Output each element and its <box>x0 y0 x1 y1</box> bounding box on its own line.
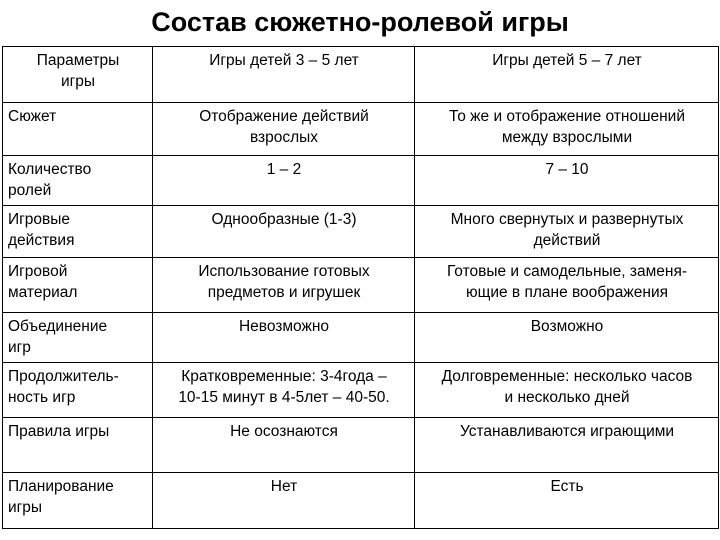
header-parameters: Параметры игры <box>3 47 153 103</box>
row-label: Объединение игр <box>3 313 153 363</box>
header-ages-5-7: Игры детей 5 – 7 лет <box>415 47 719 103</box>
row-label: Правила игры <box>3 418 153 473</box>
table-row <box>3 206 719 258</box>
table-row <box>3 473 719 529</box>
cell-ages-5-7: Долговременные: несколько часов и несколько дней <box>415 363 719 418</box>
row-label: Игровые действия <box>3 206 153 258</box>
cell-ages-3-5: 1 – 2 <box>153 156 415 206</box>
cell-ages-3-5: Невозможно <box>153 313 415 363</box>
table-header-row <box>3 47 719 103</box>
cell-ages-5-7: То же и отображение отношений между взрослыми <box>415 103 719 156</box>
cell-ages-3-5: Кратковременные: 3-4года – 10-15 минут в 4-5лет – 40-50. <box>153 363 415 418</box>
cell-ages-3-5: Использование готовых предметов и игрушек <box>153 258 415 313</box>
cell-ages-5-7: Возможно <box>415 313 719 363</box>
table-row <box>3 103 719 156</box>
table-row <box>3 418 719 473</box>
row-label: Сюжет <box>3 103 153 156</box>
row-label: Игровой материал <box>3 258 153 313</box>
table-row <box>3 156 719 206</box>
cell-ages-5-7: Устанавливаются играющими <box>415 418 719 473</box>
table-row <box>3 363 719 418</box>
cell-ages-3-5: Однообразные (1-3) <box>153 206 415 258</box>
cell-ages-5-7: Есть <box>415 473 719 529</box>
cell-ages-3-5: Нет <box>153 473 415 529</box>
table-row <box>3 313 719 363</box>
cell-ages-5-7: Много свернутых и развернутых действий <box>415 206 719 258</box>
header-ages-3-5: Игры детей 3 – 5 лет <box>153 47 415 103</box>
page-title: Состав сюжетно-ролевой игры <box>151 7 569 37</box>
table-row <box>3 258 719 313</box>
row-label: Продолжитель- ность игр <box>3 363 153 418</box>
cell-ages-3-5: Отображение действий взрослых <box>153 103 415 156</box>
row-label: Планирование игры <box>3 473 153 529</box>
row-label: Количество ролей <box>3 156 153 206</box>
cell-ages-3-5: Не осознаются <box>153 418 415 473</box>
game-composition-table <box>2 46 719 529</box>
cell-ages-5-7: 7 – 10 <box>415 156 719 206</box>
cell-ages-5-7: Готовые и самодельные, заменя- ющие в плане воображения <box>415 258 719 313</box>
